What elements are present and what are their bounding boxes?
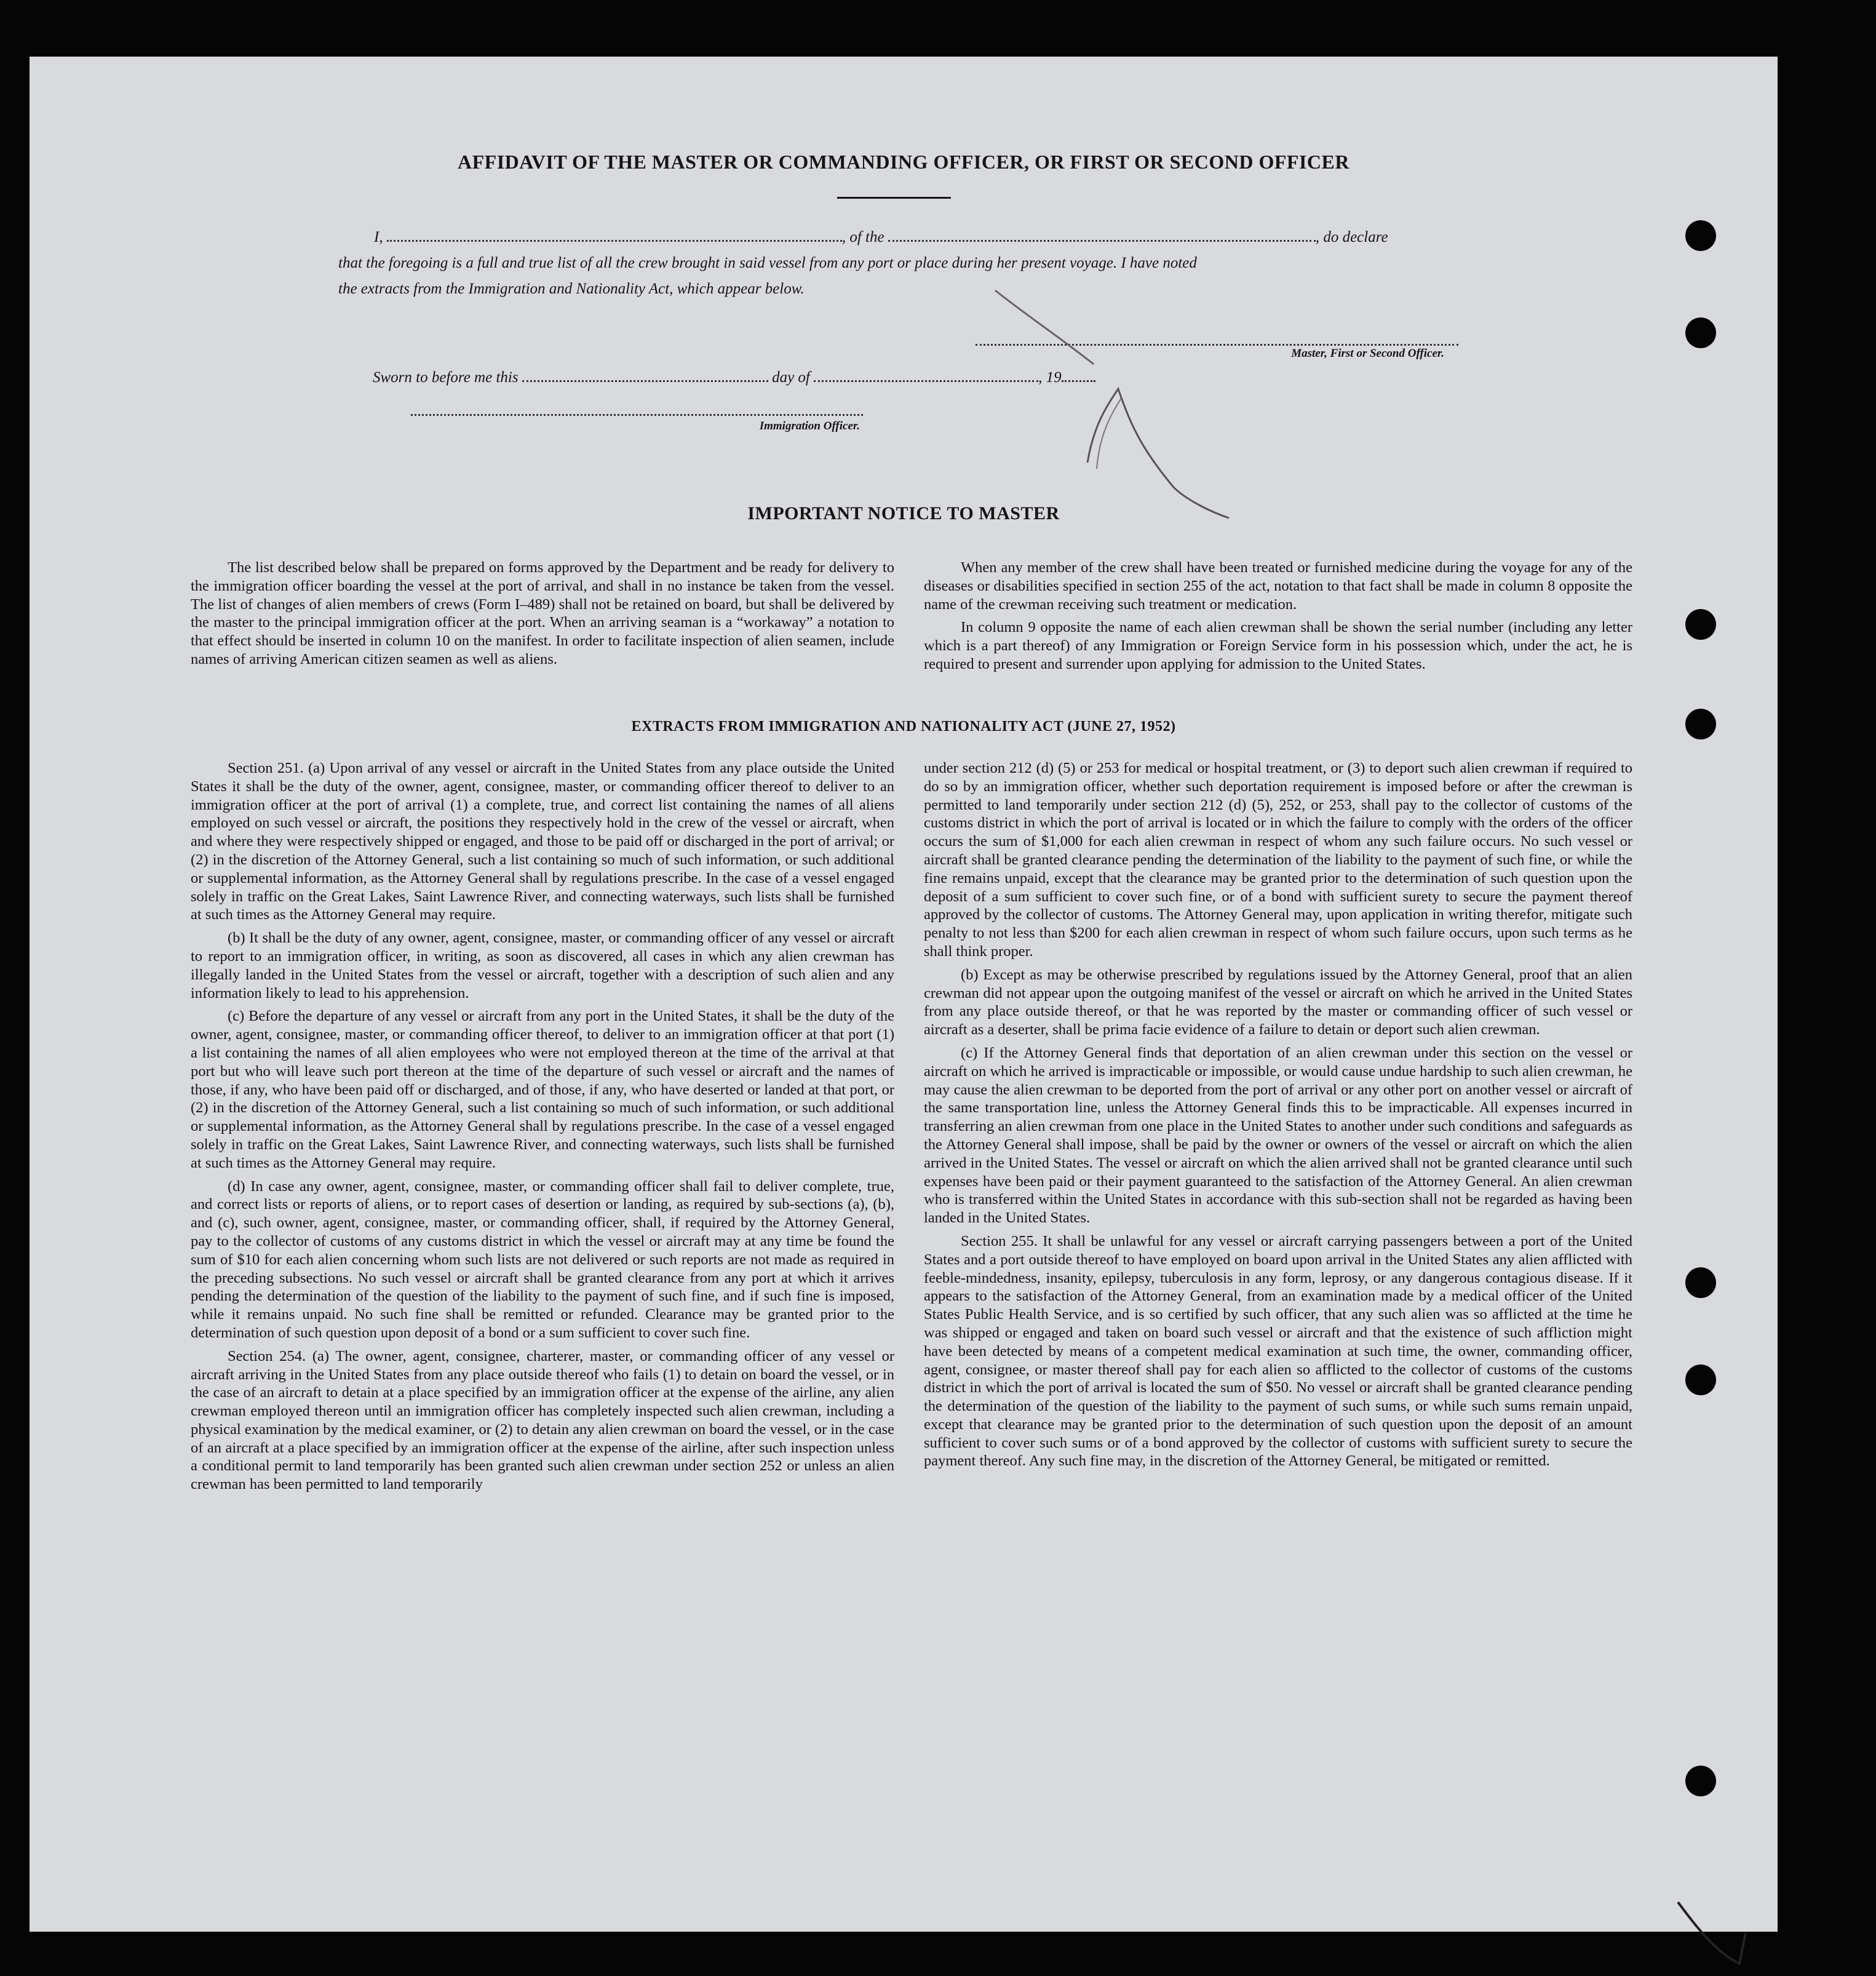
section-251-b: (b) It shall be the duty of any owner, agent, consignee, master, or commanding officer of any vessel or aircraft to report to an immigration officer, in writing, as soon as discovered, all cases in which any alien crewman has illegally landed in the United States from the vessel or aircraft, together with a description of such alien and any information likely to lead to his apprehension. (191, 930, 894, 1002)
extracts-right-column (924, 759, 1632, 1475)
punch-hole-icon (1685, 1766, 1716, 1796)
declaration-line-2: that the foregoing is a full and true list of all the crew brought in said vessel from any port or place during her present voyage. I have noted (338, 255, 1197, 271)
document-page (30, 57, 1778, 1932)
punch-hole-icon (1685, 317, 1716, 348)
notice-left-column (191, 559, 894, 674)
year-label: , 19 (1038, 369, 1062, 386)
punch-hole-icon (1685, 1364, 1716, 1395)
notice-right-paragraph-2: In column 9 opposite the name of each alien crewman shall be shown the serial number (including any letter which is a part thereof) of any Immigration or Foreign Service form in his possession which, under the act, he is required to present and surrender upon applying for admission to the United States. (924, 619, 1632, 672)
declaration-line-1 (374, 228, 1493, 246)
notice-left-paragraph: The list described below shall be prepared on forms approved by the Department and be ready for delivery to the immigration officer boarding the vessel at the port of arrival, and shall in no instance be taken from the vessel. The list of changes of alien members of crews (Form I–489) shall not be retained on board, but shall be delivered by the master to the principal immigration officer at the port. When an arriving seaman is a “workaway” a notation to that effect should be inserted in column 10 on the manifest. In order to facilitate inspection of alien seamen, include names of arriving American citizen seamen as well as aliens. (191, 559, 894, 667)
notice-right-column (924, 559, 1632, 679)
section-254-c: (c) If the Attorney General finds that deportation of an alien crewman under this section on the vessel or aircraft on which he arrived is impracticable or impossible, or would cause undue hardship to such alien crewman, he may cause the alien crewman to be deported from the port of arrival or any other port on another vessel or aircraft of the same transportation line, unless the Attorney General finds this to be impracticable. All expenses incurred in transferring an alien crewman from one place in the United States to another under such conditions and safeguards as the Attorney General shall impose, shall be paid by the owner or owners of the vessel or aircraft on which the alien arrived in the United States. The vessel or aircraft on which the alien arrived shall not be granted clearance until such expenses have been paid or their payment guaranteed to the satisfaction of the Attorney General. An alien crewman who is transferred within the United States in accordance with this sub-section shall not be regarded as having been landed in the United States. (924, 1044, 1632, 1227)
pencil-mark-icon (989, 266, 1247, 524)
section-251-a: Section 251. (a) Upon arrival of any vessel or aircraft in the United States from any place outside the United States it shall be the duty of the owner, agent, consignee, master, or commanding officer thereof to deliver to an immigration officer at the port of arrival (1) a complete, true, and correct list containing the names of all aliens employed on such vessel or aircraft, the positions they respectively hold in the crew of the vessel or aircraft, when and where they were respectively shipped or engaged, and those to be paid off or discharged in the port of arrival; or (2) in the discretion of the Attorney General, such a list containing so much of such information, or such additional or supplemental information, as the Attorney General shall by regulations prescribe. In the case of a vessel engaged solely in traffic on the Great Lakes, Saint Lawrence River, and connecting waterways, such lists shall be furnished at such times as the Attorney General may require. (191, 760, 894, 923)
section-254-b: (b) Except as may be otherwise prescribed by regulations issued by the Attorney General, proof that an alien crewman did not appear upon the outgoing manifest of the vessel or aircraft on which he arrived in the United States from any place outside thereof, or that he was reported by the master or commanding officer of such vessel or aircraft as a deserter, shall be prima facie evidence of a failure to detain or deport such alien crewman. (924, 966, 1632, 1038)
vessel-name-field[interactable] (888, 228, 1316, 242)
declarant-name-field[interactable] (387, 228, 842, 242)
affidavit-title: AFFIDAVIT OF THE MASTER OR COMMANDING OFFICER, OR FIRST OR SECOND OFFICER (458, 151, 1349, 173)
punch-hole-icon (1685, 220, 1716, 251)
sworn-label: Sworn to before me this (373, 369, 519, 386)
immigration-officer-caption: Immigration Officer. (759, 420, 860, 432)
sworn-date-field[interactable] (522, 368, 768, 382)
notice-right-paragraph-1: When any member of the crew shall have been treated or furnished medicine during the voyage for any of the diseases or disabilities specified in section 255 of the act, notation to that fact shall be made in column 8 opposite the name of the crewman receiving such treatment or medication. (924, 559, 1632, 613)
declarant-label: I, (374, 229, 383, 245)
pencil-mark-icon (1672, 1896, 1752, 1976)
immigration-officer-signature-line[interactable] (411, 414, 863, 416)
master-caption: Master, First or Second Officer. (1291, 347, 1444, 360)
day-of-label: day of (772, 369, 810, 386)
punch-hole-icon (1685, 609, 1716, 640)
section-255: Section 255. It shall be unlawful for any vessel or aircraft carrying passengers between a port of the United States and a port outside thereof to have employed on board upon arrival in the United States any alien afflicted with feeble-mindedness, insanity, epilepsy, tuberculosis in any form, leprosy, or any dangerous contagious disease. If it appears to the satisfaction of the Attorney General, from an examination made by a medical officer of the United States Public Health Service, and is so certified by such officer, that any such alien was so afflicted at the time he was shipped or engaged and taken on board such vessel or aircraft and that the existence of such affliction might have been detected by means of a competent medical examination at such time, the owner, commanding officer, agent, consignee, or master thereof shall pay for each alien so afflicted to the collector of customs of the customs district in which the port of arrival is located the sum of $50. No vessel or aircraft shall be granted clearance pending the determination of the question of the liability to the payment of such sums, or while such sums remain unpaid, except that clearance may be granted prior to the determination of such question upon the deposit of an amount sufficient to cover such sums or of a bond approved by the collector of customs with sufficient surety to secure the payment thereof. Any such fine may, in the discretion of the Attorney General, be mitigated or remitted. (924, 1232, 1632, 1470)
section-254-a: Section 254. (a) The owner, agent, consignee, charterer, master, or commanding officer of any vessel or aircraft arriving in the United States from any place outside thereof who fails (1) to detain on board the vessel, or in the case of an aircraft to detain at a place specified by an immigration officer at the expense of the airline, any alien crewman employed thereon until an immigration officer has completely inspected such alien crewman, including a physical examination by the medical examiner, or (2) to detain any alien crewman on board the vessel, or in the case of an aircraft at a place specified by an immigration officer at the expense of the airline, after such inspection unless a conditional permit to land temporarily has been granted such alien crewman under section 252 or unless an alien crewman has been permitted to land temporarily (191, 1347, 894, 1493)
title-rule (837, 197, 951, 199)
punch-hole-icon (1685, 1267, 1716, 1298)
section-254-a-continued: under section 212 (d) (5) or 253 for medical or hospital treatment, or (3) to deport such alien crewman if required to do so by an immigration officer, whether such deportation requirement is imposed before or after the crewman is permitted to land temporarily under section 212 (d) (5), 252, or 253, shall pay to the collector of customs of the customs district in which the port of arrival is located or in which the failure to comply with the orders of the officer occurs the sum of $1,000 for each alien crewman in respect of whom any such failure occurs. No such vessel or aircraft shall be granted clearance pending the determination of the liability to the payment of such fine, or while the fine remains unpaid, except that the clearance may be granted prior to the determination of such question upon the deposit of a sum sufficient to cover such fine, or of a bond with sufficient surety to secure the payment thereof approved by the collector of customs. The Attorney General may, upon application in writing therefor, mitigate such penalty to not less than $200 for each alien crewman in respect of whom such failure occurs, upon such terms as he shall think proper. (924, 760, 1632, 960)
declaration-line-3: the extracts from the Immigration and Nationality Act, which appear below. (338, 281, 805, 297)
extracts-left-column (191, 759, 894, 1499)
section-251-d: (d) In case any owner, agent, consignee, master, or commanding officer shall fail to deliver complete, true, and correct lists or reports of aliens, or to report cases of desertion or landing, as required by sub-sections (a), (b), and (c), such owner, agent, consignee, master, or commanding officer, shall, if required by the Attorney General, pay to the collector of customs of any customs district in which the vessel or aircraft may at any time be found the sum of $10 for each alien concerning whom such lists are not delivered or such reports are not made as required in the preceding subsections. No such vessel or aircraft shall be granted clearance from any port at which it arrives pending the determination of the question of the liability to the payment of such fine, and if such fine is imposed, while it remains unpaid. No such fine shall be remitted or refunded. Clearance may be granted prior to the determination of such question upon deposit of a bond or a sum sufficient to cover such fine. (191, 1177, 894, 1341)
extracts-title: EXTRACTS FROM IMMIGRATION AND NATIONALITY ACT (JUNE 27, 1952) (631, 719, 1176, 735)
do-declare-label: , do declare (1315, 229, 1388, 245)
notice-title: IMPORTANT NOTICE TO MASTER (747, 503, 1060, 524)
punch-hole-icon (1685, 709, 1716, 739)
of-the-label: , of the (841, 229, 884, 245)
section-251-c: (c) Before the departure of any vessel or aircraft from any port in the United States, it shall be the duty of the owner, agent, consignee, master, or commanding officer thereof, to deliver to an immigration officer at that port (1) a list containing the names of all alien employees who were not employed thereon at the time of the arrival at that port but who will leave such port thereon at the time of the departure of such vessel or aircraft and the names of those, if any, who have been paid off or discharged, and of those, if any, who have deserted or landed at that port, or (2) in the discretion of the Attorney General, such a list containing so much of such information, or such additional or supplemental information, as the Attorney General shall by regulations prescribe. In the case of a vessel engaged solely in traffic on the Great Lakes, Saint Lawrence River, and connecting waterways, such lists shall be furnished at such times as the Attorney General may require. (191, 1008, 894, 1171)
